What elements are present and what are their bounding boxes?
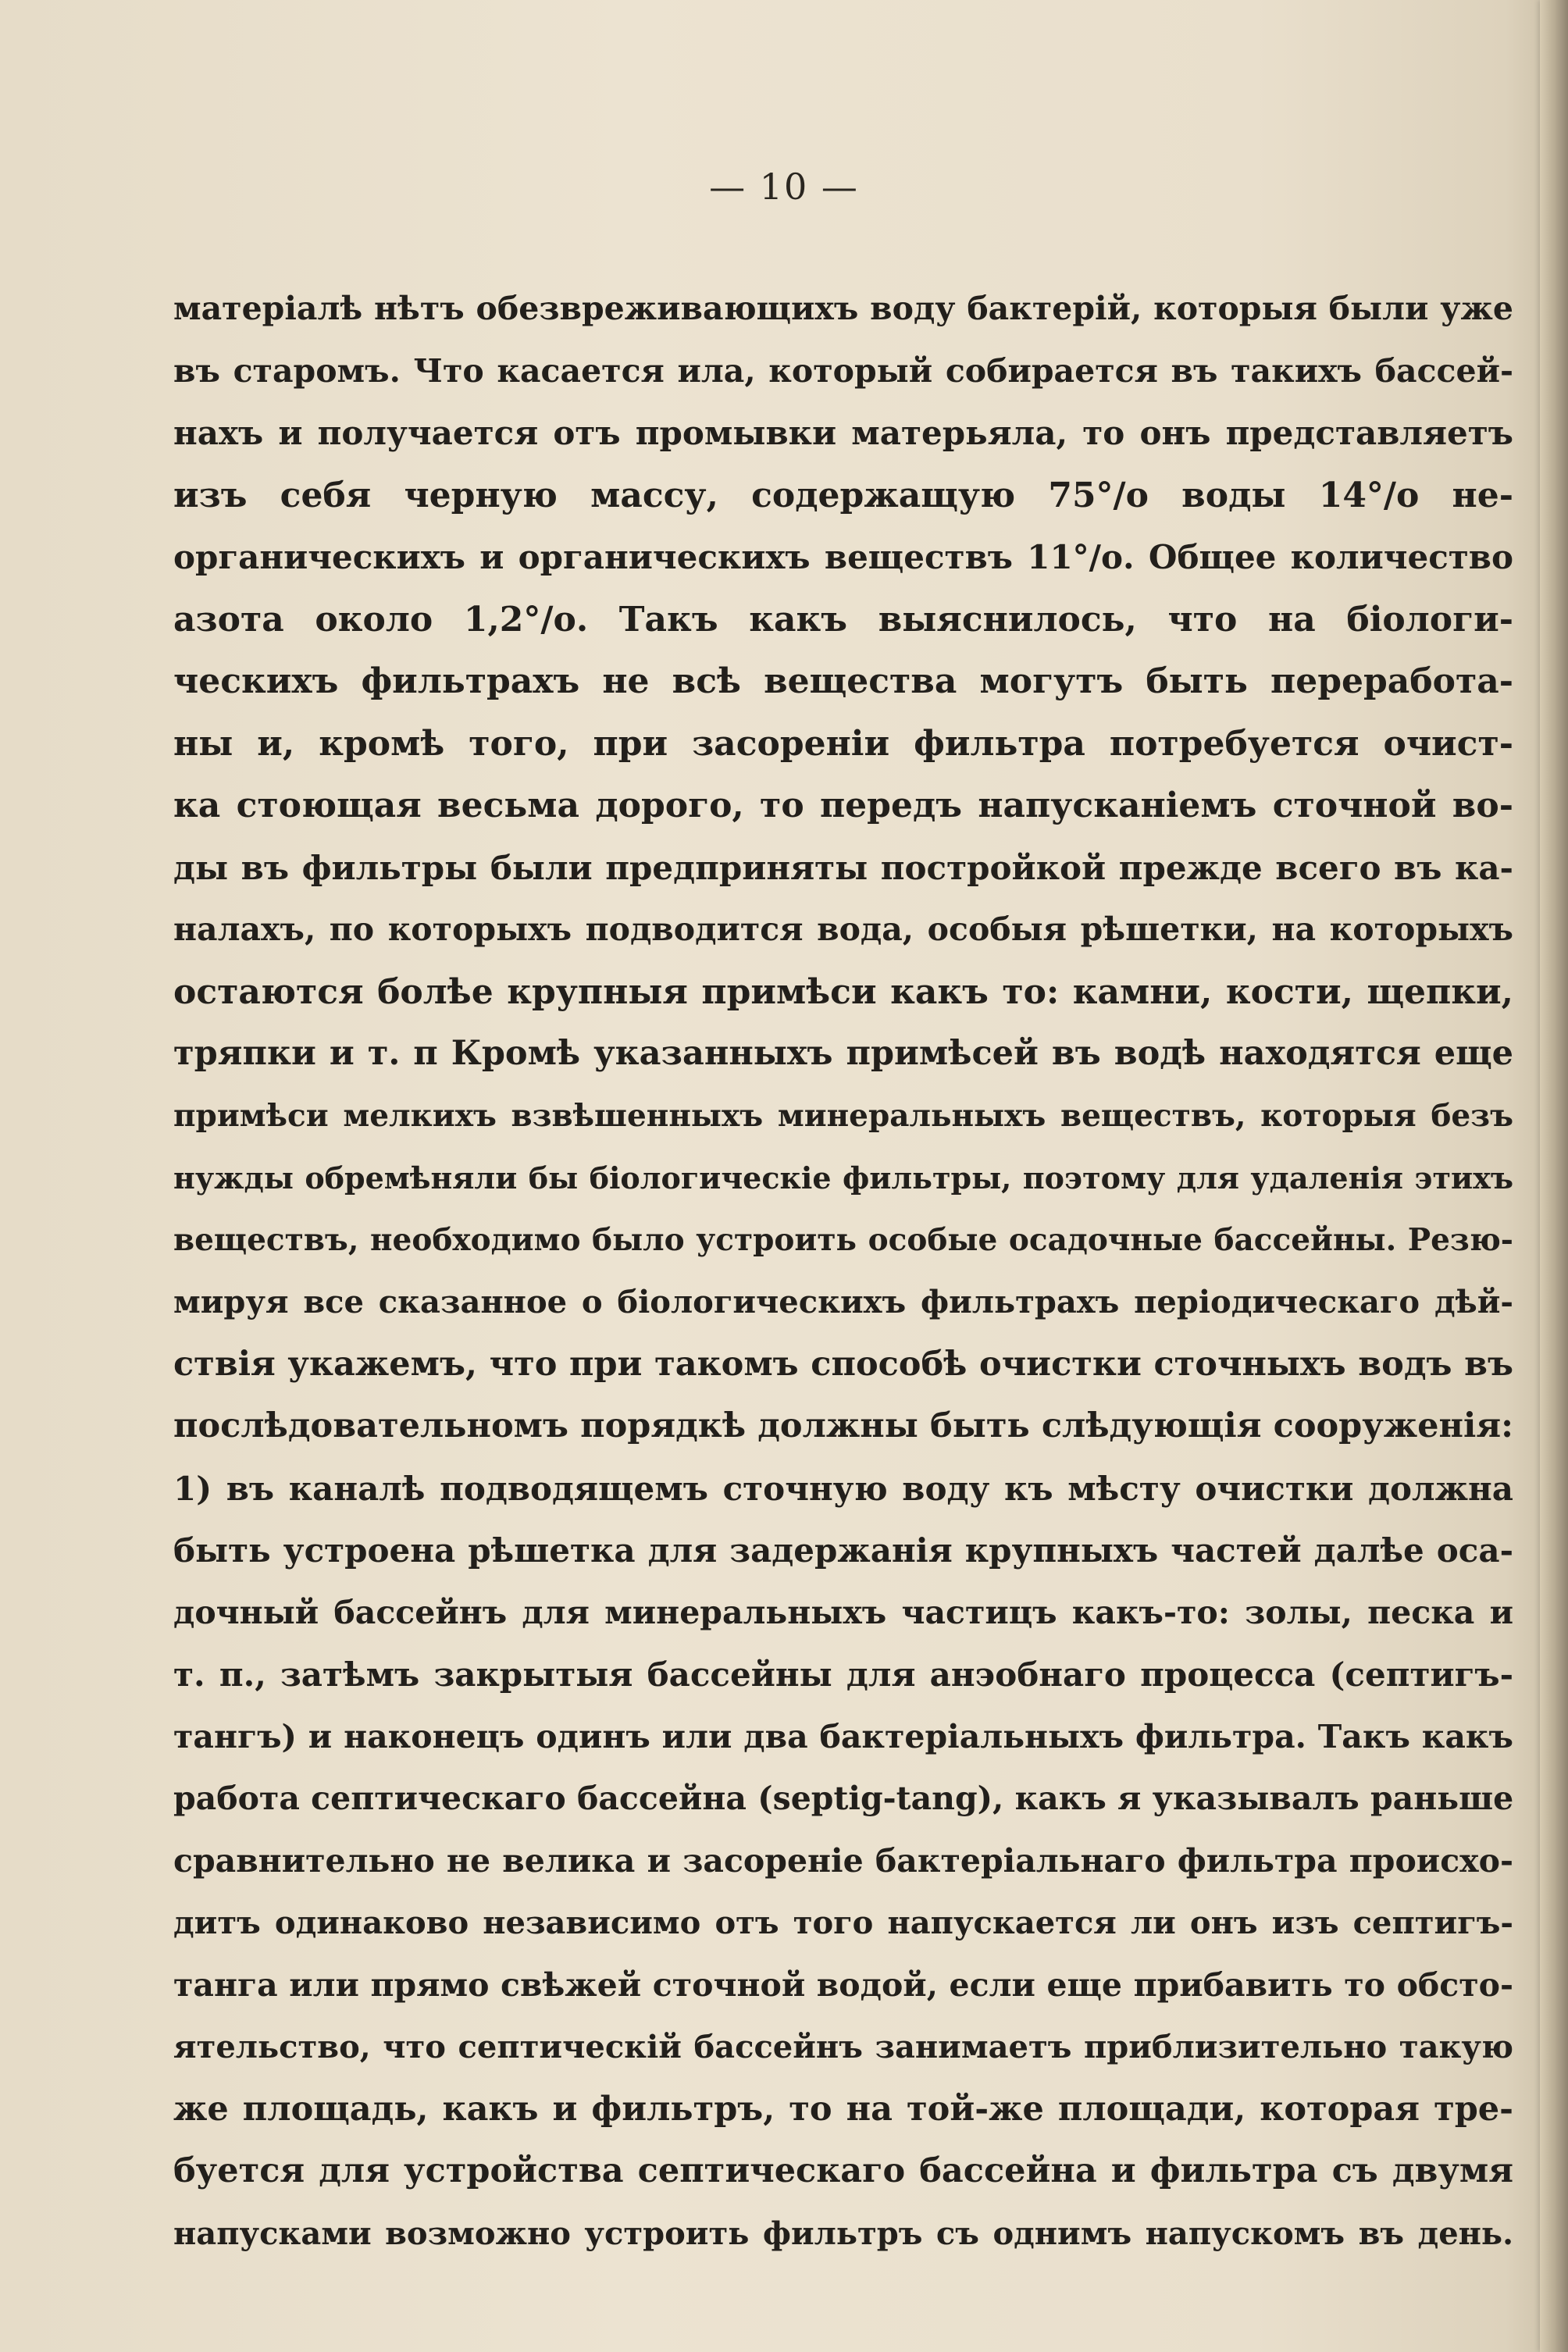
text-line: органическихъ и органическихъ веществъ 11°/о. Общее количество — [173, 538, 1513, 576]
text-line: ка стоющая весьма дорого, то передъ напусканіемъ сточной во- — [173, 786, 1513, 825]
text-line: работа септическаго бассейна (septig-tang), какъ я указывалъ раньше — [173, 1780, 1513, 1817]
text-line: дитъ одинаково независимо отъ того напускается ли онъ изъ септигъ- — [173, 1905, 1513, 1941]
text-line: послѣдовательномъ порядкѣ должны быть слѣдующія сооруженія: — [173, 1406, 1513, 1445]
text-line: въ старомъ. Что касается ила, который собирается въ такихъ бассей- — [173, 351, 1513, 390]
text-line: быть устроена рѣшетка для задержанія крупныхъ частей далѣе оса- — [173, 1531, 1513, 1570]
text-line: налахъ, по которыхъ подводится вода, особыя рѣшетки, на которыхъ — [173, 911, 1513, 948]
text-line: танга или прямо свѣжей сточной водой, если еще прибавить то обсто- — [173, 1965, 1513, 2004]
text-line: 1) въ каналѣ подводящемъ сточную воду къ мѣсту очистки должна — [173, 1469, 1513, 1508]
text-line: тангъ) и наконецъ одинъ или два бактеріальныхъ фильтра. Такъ какъ — [173, 1717, 1513, 1755]
text-line: тряпки и т. п Кромѣ указанныхъ примѣсей въ водѣ находятся еще — [173, 1034, 1513, 1073]
text-line: ды въ фильтры были предприняты постройкой прежде всего въ ка- — [173, 848, 1513, 887]
text-line: нужды обремѣняли бы біологическіе фильтры, поэтому для удаленія этихъ — [173, 1160, 1513, 1196]
text-line: буется для устройства септическаго бассейна и фильтра съ двумя — [173, 2151, 1513, 2190]
text-line: ятельство, что септическій бассейнъ занимаетъ приблизительно такую — [173, 2029, 1513, 2065]
text-line: изъ себя черную массу, содержащую 75°/о воды 14°/о не- — [173, 475, 1513, 515]
text-line: примѣси мелкихъ взвѣшенныхъ минеральныхъ веществъ, которыя безъ — [173, 1097, 1513, 1134]
text-line: же площадь, какъ и фильтръ, то на той-же площади, которая тре- — [173, 2089, 1513, 2129]
text-line: веществъ, необходимо было устроить особые осадочные бассейны. Резю- — [173, 1221, 1513, 1258]
page-number: — 10 — — [709, 166, 859, 208]
text-line: сравнительно не велика и засореніе бактеріальнаго фильтра происхо- — [173, 1841, 1513, 1880]
text-line: т. п., затѣмъ закрытыя бассейны для анэобнаго процесса (септигъ- — [173, 1655, 1513, 1694]
text-line: мируя все сказанное о біологическихъ фильтрахъ періодическаго дѣй- — [173, 1284, 1513, 1320]
body-text — [173, 278, 1513, 2265]
text-line: ны и, кромѣ того, при засореніи фильтра потребуется очист- — [173, 723, 1513, 764]
text-line: ческихъ фильтрахъ не всѣ вещества могутъ быть переработа- — [173, 661, 1513, 701]
text-line: остаются болѣе крупныя примѣси какъ то: камни, кости, щепки, — [173, 971, 1513, 1012]
text-line: азота около 1,2°/о. Такъ какъ выяснилось, что на біологи- — [173, 599, 1513, 640]
text-line: матеріалѣ нѣтъ обезвреживающихъ воду бактерій, которыя были уже — [173, 290, 1513, 327]
text-line: нахъ и получается отъ промывки матерьяла, то онъ представляетъ — [173, 414, 1513, 452]
text-line: напусками возможно устроить фильтръ съ однимъ напускомъ въ день. — [173, 2215, 1513, 2252]
page-edge — [1540, 0, 1568, 2352]
text-line: ствія укажемъ, что при такомъ способѣ очистки сточныхъ водъ въ — [173, 1344, 1513, 1384]
text-line: дочный бассейнъ для минеральныхъ частицъ какъ-то: золы, песка и — [173, 1593, 1513, 1631]
